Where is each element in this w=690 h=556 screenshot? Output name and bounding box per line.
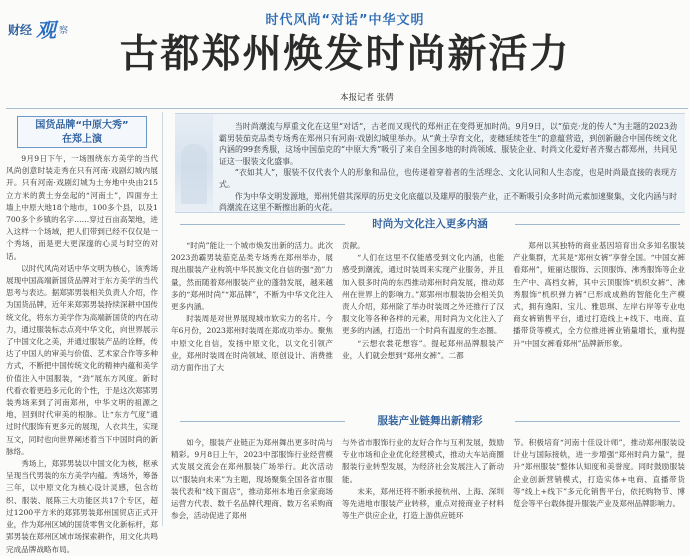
section1-paragraph: “人们在这里不仅能感受到文化内涵，也能感受到潮流，通过时装周来实现产业服务，并且加入很多时尚的东西推动郑州时尚发展，推动郑州在世界上的影响力。”郑郢州市服装协会相关负责人介绍，郑州除了举办时装周之外还推行了汉服文化等各种各样的元素，用时尚为文化注入了更多的内涵，打造出一个时尚有温度的生态圈。 [342, 253, 504, 336]
section1-rule-right [515, 224, 680, 225]
sidebar-body [6, 153, 158, 554]
sidebar-title-box [17, 116, 147, 148]
column-tag-right: 察 [59, 26, 69, 36]
sidebar-title-line2: 在郑上演 [62, 134, 102, 145]
section1-paragraph: 贡献。 [342, 241, 365, 250]
section2-col2 [342, 437, 504, 526]
lead-photo [175, 114, 213, 212]
headline: 古都郑州焕发时尚新活力 [119, 32, 571, 77]
lead-paragraph: “衣如其人”，服装不仅代表个人的形象和品位，也传递着穿着者的生活理念、文化认同和人生态度，也是时尚最直接的表现方式。 [219, 168, 677, 189]
section1-title: 时尚为文化注入更多内涵 [372, 218, 488, 230]
lead-paragraph: 当时尚潮流与厚重文化在这里“对话”，古老而又现代的郑州正在变得更加时尚。9月9日，以“茄克·龙的传人”为主题的2023劲霸男装茄克品类专场秀在郑州只有河南·戏剧幻城里举办。从“黄土孕育文化，麦穗延续苍生”的意蕴营造，到创新融合中国传统文化内涵的99套秀服，这场中国茄克的“中原大秀”吸引了来自全国多地的时尚领域、服装企业、时尚文化爱好者齐聚古都郑州，共同见证这一服装文化盛事。 [219, 122, 677, 166]
lead-paragraph: 作为中华文明发源地，郑州凭借其深厚的历史文化底蕴以及雄厚的服装产业，正不断吸引众多时尚元素加速聚集，文化内涵与时尚潮流在这里不断擦出新的火花。 [219, 191, 677, 213]
sidebar-paragraph: 9月9日下午，一场围绕东方美学的当代风尚创意时装走秀在只有河南·戏剧幻城内展开。只有河南·戏剧幻城为土夯地中央由215立方米的黄土夯垒起的“河南土”，四面夯土墙上中原大地18个地市，100多个县，以及1700多个乡镇的名字……穿过百亩高架地，进入这样一个场域，把人们带到已经不仅仅是一个秀场，而是更大更深邃的心灵与时空的对话。 [6, 154, 158, 261]
section1-col1 [171, 240, 333, 415]
lead-box [175, 113, 685, 213]
masthead-rule [6, 108, 688, 109]
sidebar-divider [162, 112, 163, 526]
section2-paragraph: 与外省市服饰行业的友好合作与互利发展，鼓励专业市场和企业优化经营模式，推动大车站商圈服装行业转型发展，为经济社会发展注入了新动能。 [342, 438, 504, 484]
section1-col3 [513, 240, 685, 415]
kicker: 时代风尚“对话”中华文明 [265, 13, 425, 28]
section2-rule-left [180, 421, 345, 422]
section2-paragraph: 节。积极培育“河南十佳设计师”，推动郑州服装设计业与国际接轨，进一步增强“郑州时尚力量”，提升“郑州服装”整体认知度和美誉度。同时鼓励服装企业创新营销模式，打造实体+电商、直播带货等“线上+线下”多元化销售平台，依托购物节、博览会等平台载体提升服装产业及郑州品牌影响力。 [513, 438, 685, 509]
section1-paragraph: “时尚”能让一个城市焕发出新的活力。此次2023劲霸男装茄克品类专场秀在郑州举办，展现出服装产业构筑中华民族文化自信的强“劲”力量，然而随着郑州服装产业的蓬勃发展，越来越多的“郑州时尚”“郑品牌”，不断为中华文化注入更多内涵。 [171, 241, 333, 312]
section1-col2 [342, 240, 504, 415]
lead-text [219, 121, 677, 213]
section2-rule-right [515, 421, 680, 422]
section1-rule-left [180, 224, 345, 225]
column-tag-mid: 观 [36, 18, 56, 42]
section1-paragraph: 郑州以其独特的商业基因培育出众多知名服装产业集群，尤其是“郑州女裤”享誉全国。“中国女裤看郑州”，娅丽达服饰、云顶服饰、沸秀服饰等企业生产中、高档女裤，其中云顶服饰“机织女裤”、沸秀服饰“机织弹力裤”已形成成熟的智能化生产模式，拥有逸阳、宝儿、雅思琪、左岸右岸等专业电商女裤销售平台，通过打造线上+线下、电商、直播带货等模式，全方位推进裤业销量增长，重构提升“中国女裤看郑州”品牌新形象。 [513, 241, 685, 348]
section1-paragraph: “云想衣裳花想容”。提起郑州品牌服装产业，人们就会想到“郑州女裤”。二都 [342, 338, 504, 360]
section1-paragraph: 时装周是对世界展现城市软实力的名片。今年6月份，2023郑州时装周在郑成功举办。聚焦中原文化自信，发扬中原文化，以文化引领产业，郑州时装周在时尚领域、原创设计、消费推动方面作出了大 [171, 314, 333, 373]
section2-title: 服装产业链舞出新精彩 [377, 415, 483, 427]
sidebar-paragraph: 以时代风尚对话中华文明为核心，该秀场展现中国高端新国货品牌对于东方美学的当代思考与表达。据郑郢男装相关负责人介绍，作为国货品牌，近年来郑郢男装持续深耕中国传统文化，将东方美学作为高端新国货的内在动力，通过服装标志点亮中华文化，向世界展示了中国文化之美，并通过服装产品的诠释，传达了中国人的审美与价值、艺术家合作等多种方式，不断把中国传统文化的精神内蕴和美学价值注入中国服装，“劲”展东方风度。新时代看衣着更趋多元化的个性，于是这次郑郢男装秀场来到了河南郑州，中华文明的祖源之地，回到时代审美的根脉。让“东方气度”通过时代服饰有更多元的展现，人衣共生，实现互文，同时也向世界阐述着当下中国时尚的新脉络。 [6, 263, 158, 456]
byline: 本报记者 张倩 [340, 93, 394, 103]
section2-paragraph: 未来，郑州还将不断承接杭州、上海、深圳等先进地市服装产业转移，重点对接商业子材料等生产供应企业，打造上游供应链环 [342, 486, 504, 521]
column-tag-left: 财经 [8, 23, 33, 37]
sidebar-title-line1: 国货品牌“中原大秀” [35, 120, 129, 131]
section2-col3 [513, 437, 685, 526]
section2-col1 [171, 437, 333, 526]
section2-paragraph: 如今，服装产业链正为郑州舞出更多时尚与精彩。9月8日上午，2023中部服饰行业经营模式发展交流会在郑州服装广场举行。此次活动以“服装向未来”为主题，现场聚集全国各省市服装代表和“线下面店”，推动郑州本地百余家商场运营方代表、数千名品牌代理商、数万名采购商参会，活动促进了郑州 [171, 438, 333, 521]
sidebar-paragraph: 秀场上，郑郢男装以中国文化为核，枢承呈现当代男装的东方美学内蕴。秀场外，筹备三年，以中原文化为核心设计灵感，包含纺织、服装、展陈三大功能区共17个专区，超过1200平方米的郑郢男装郑州国贸店正式开业，作为郑州区域的国货零售文化新标杆，郑郢男装在郑州区域市场探索耕作，用文化共鸣完成品牌战略布局。 [6, 459, 158, 554]
